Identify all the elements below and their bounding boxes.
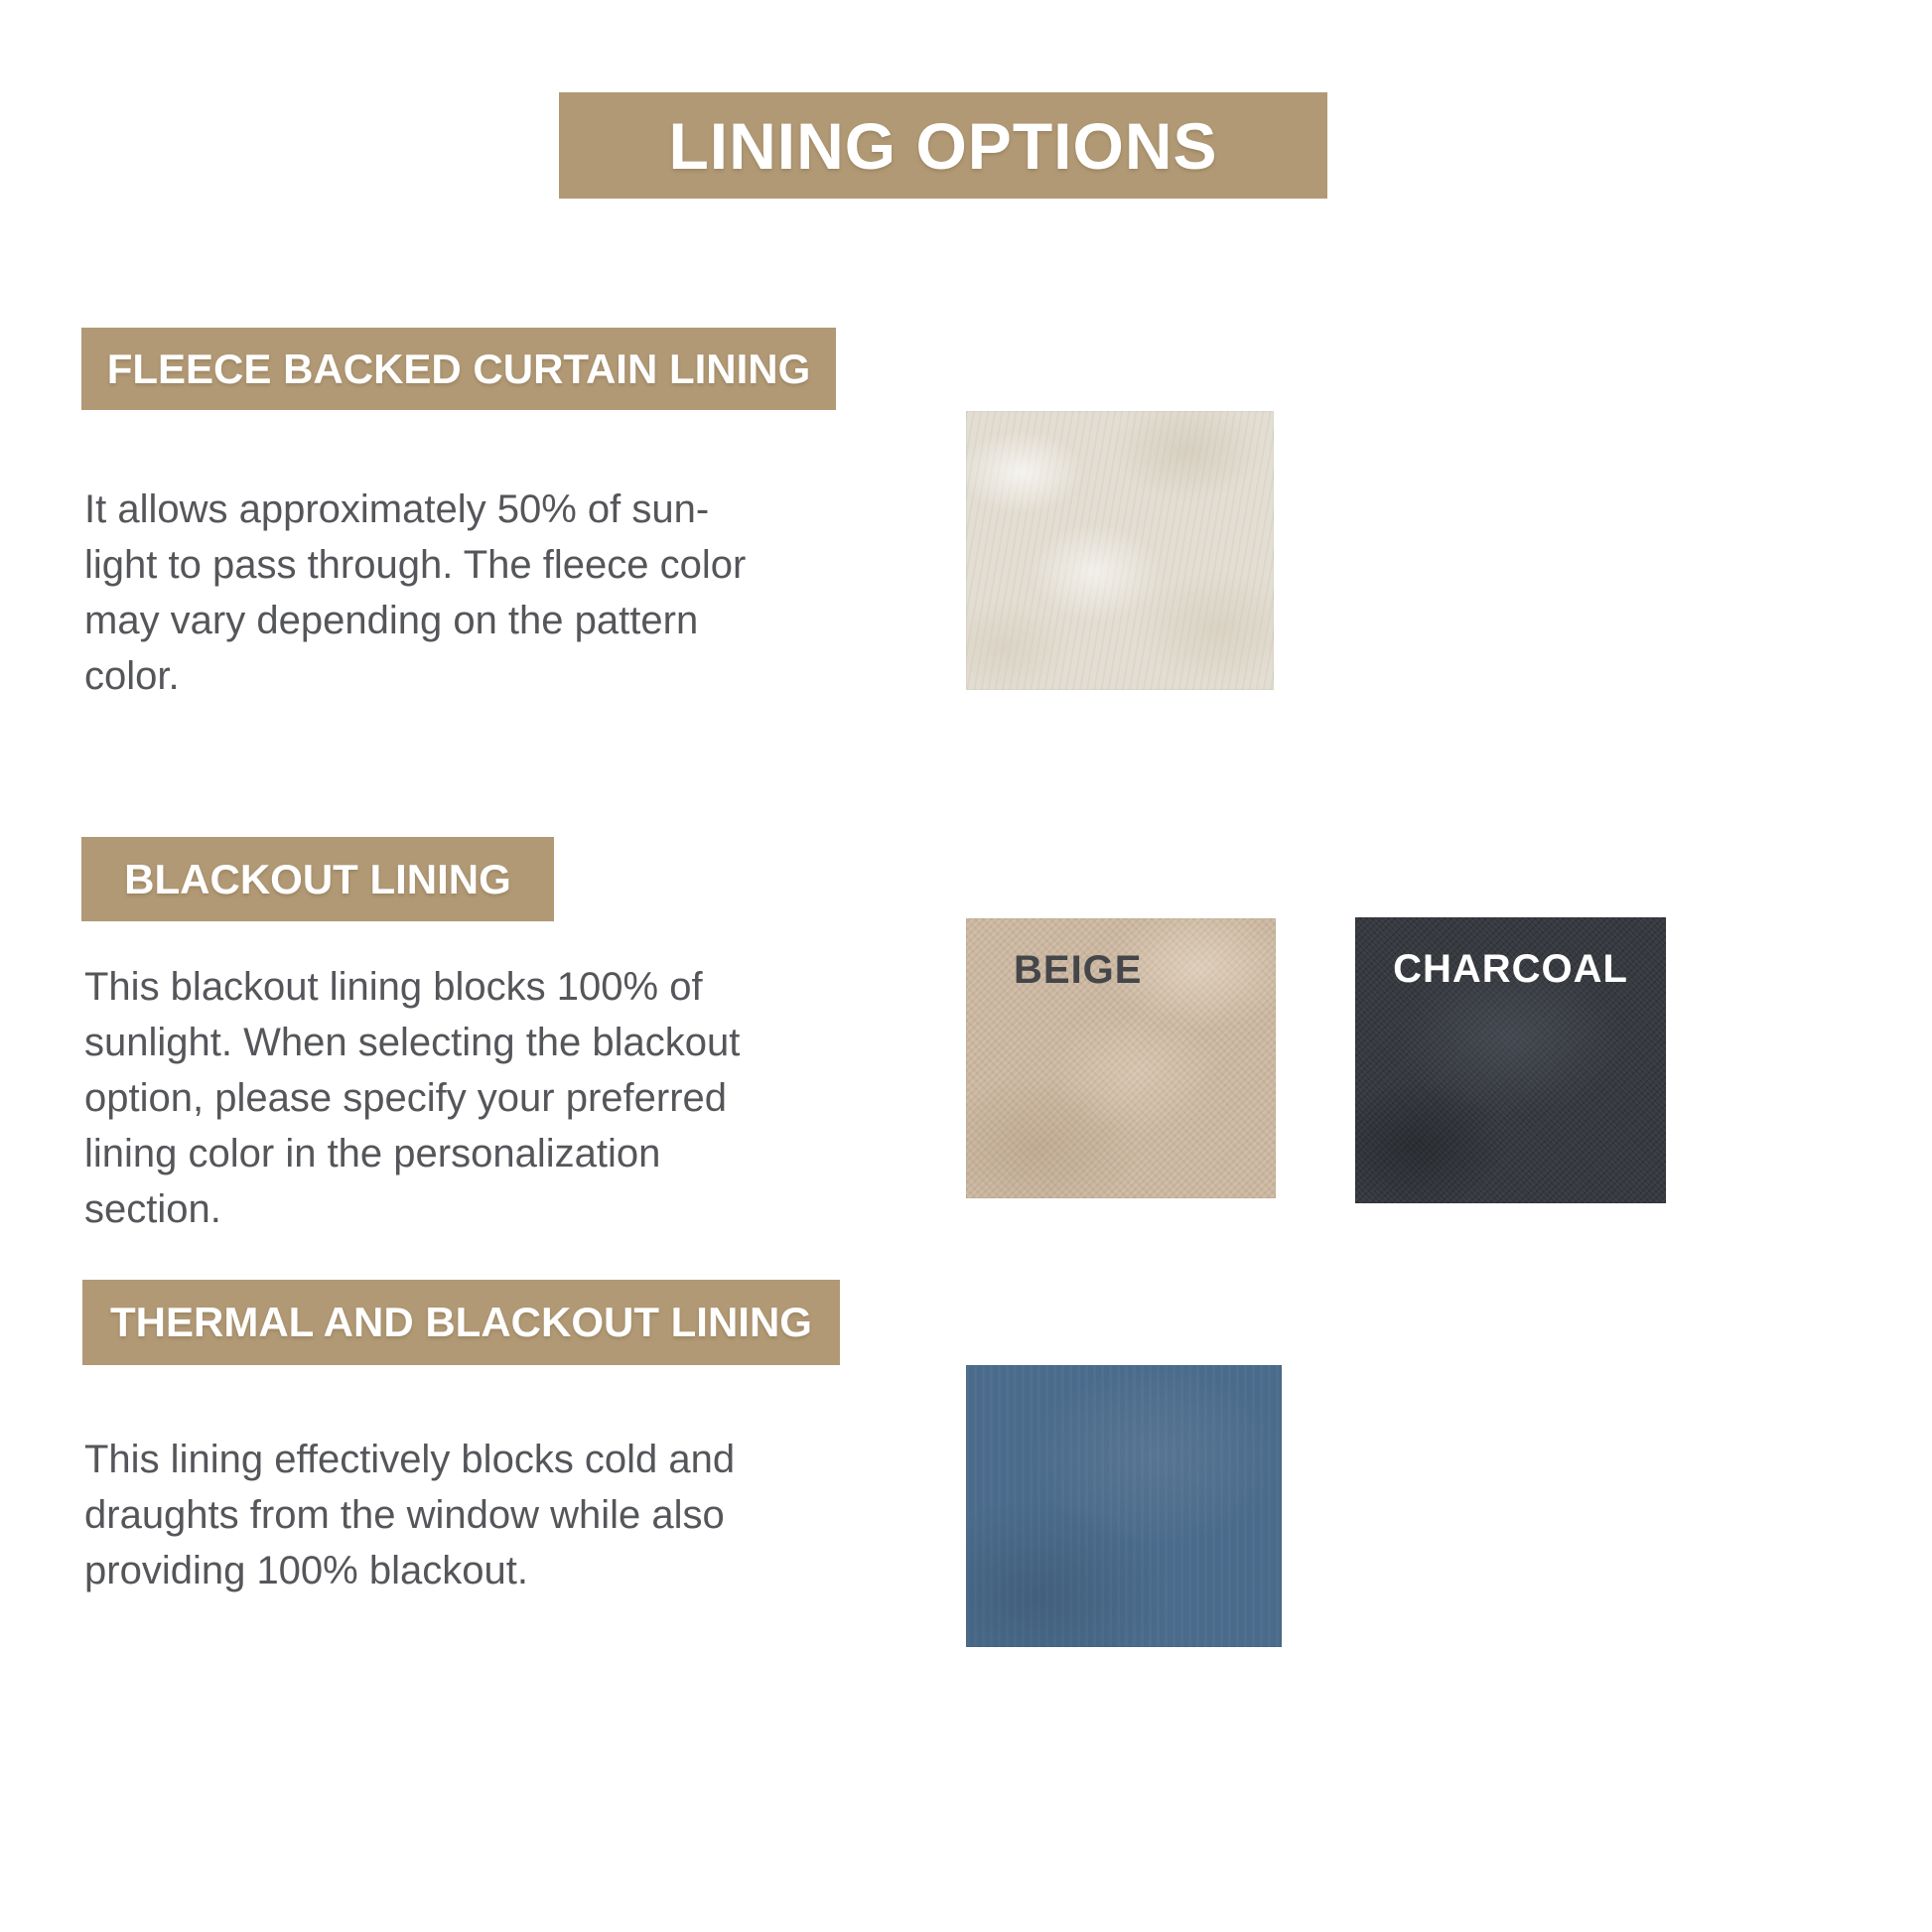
section-description-thermal [84, 1432, 735, 1598]
section-heading-banner-thermal [82, 1280, 840, 1365]
description-line: sunlight. When selecting the blackout [84, 1021, 741, 1064]
swatch-label-beige: BEIGE [1014, 948, 1143, 992]
description-line: lining color in the personalization [84, 1132, 661, 1175]
section-heading-banner-blackout [81, 837, 554, 921]
description-line: It allows approximately 50% of sun- [84, 487, 710, 531]
description-line: color. [84, 654, 180, 698]
section-heading-fleece: FLEECE BACKED CURTAIN LINING [106, 345, 811, 392]
swatch-thermal-blue [966, 1365, 1282, 1647]
section-heading-blackout: BLACKOUT LINING [124, 855, 511, 902]
section-heading-banner-fleece [81, 328, 836, 410]
swatch-beige [966, 918, 1276, 1198]
page-title: LINING OPTIONS [668, 108, 1218, 183]
description-line: light to pass through. The fleece color [84, 543, 747, 587]
description-line: section. [84, 1187, 221, 1231]
description-line: draughts from the window while also [84, 1493, 725, 1537]
swatch-charcoal [1355, 917, 1666, 1203]
description-line: option, please specify your preferred [84, 1076, 728, 1120]
description-line: This lining effectively blocks cold and [84, 1438, 736, 1481]
description-line: may vary depending on the pattern [84, 599, 699, 642]
section-description-fleece [84, 482, 746, 704]
description-line: providing 100% blackout. [84, 1549, 528, 1592]
swatch-label-charcoal: CHARCOAL [1393, 947, 1628, 991]
section-heading-thermal: THERMAL AND BLACKOUT LINING [110, 1299, 812, 1345]
swatch-fleece [966, 411, 1274, 690]
page-title-banner [559, 92, 1327, 199]
section-description-blackout [84, 959, 740, 1237]
description-line: This blackout lining blocks 100% of [84, 965, 703, 1009]
